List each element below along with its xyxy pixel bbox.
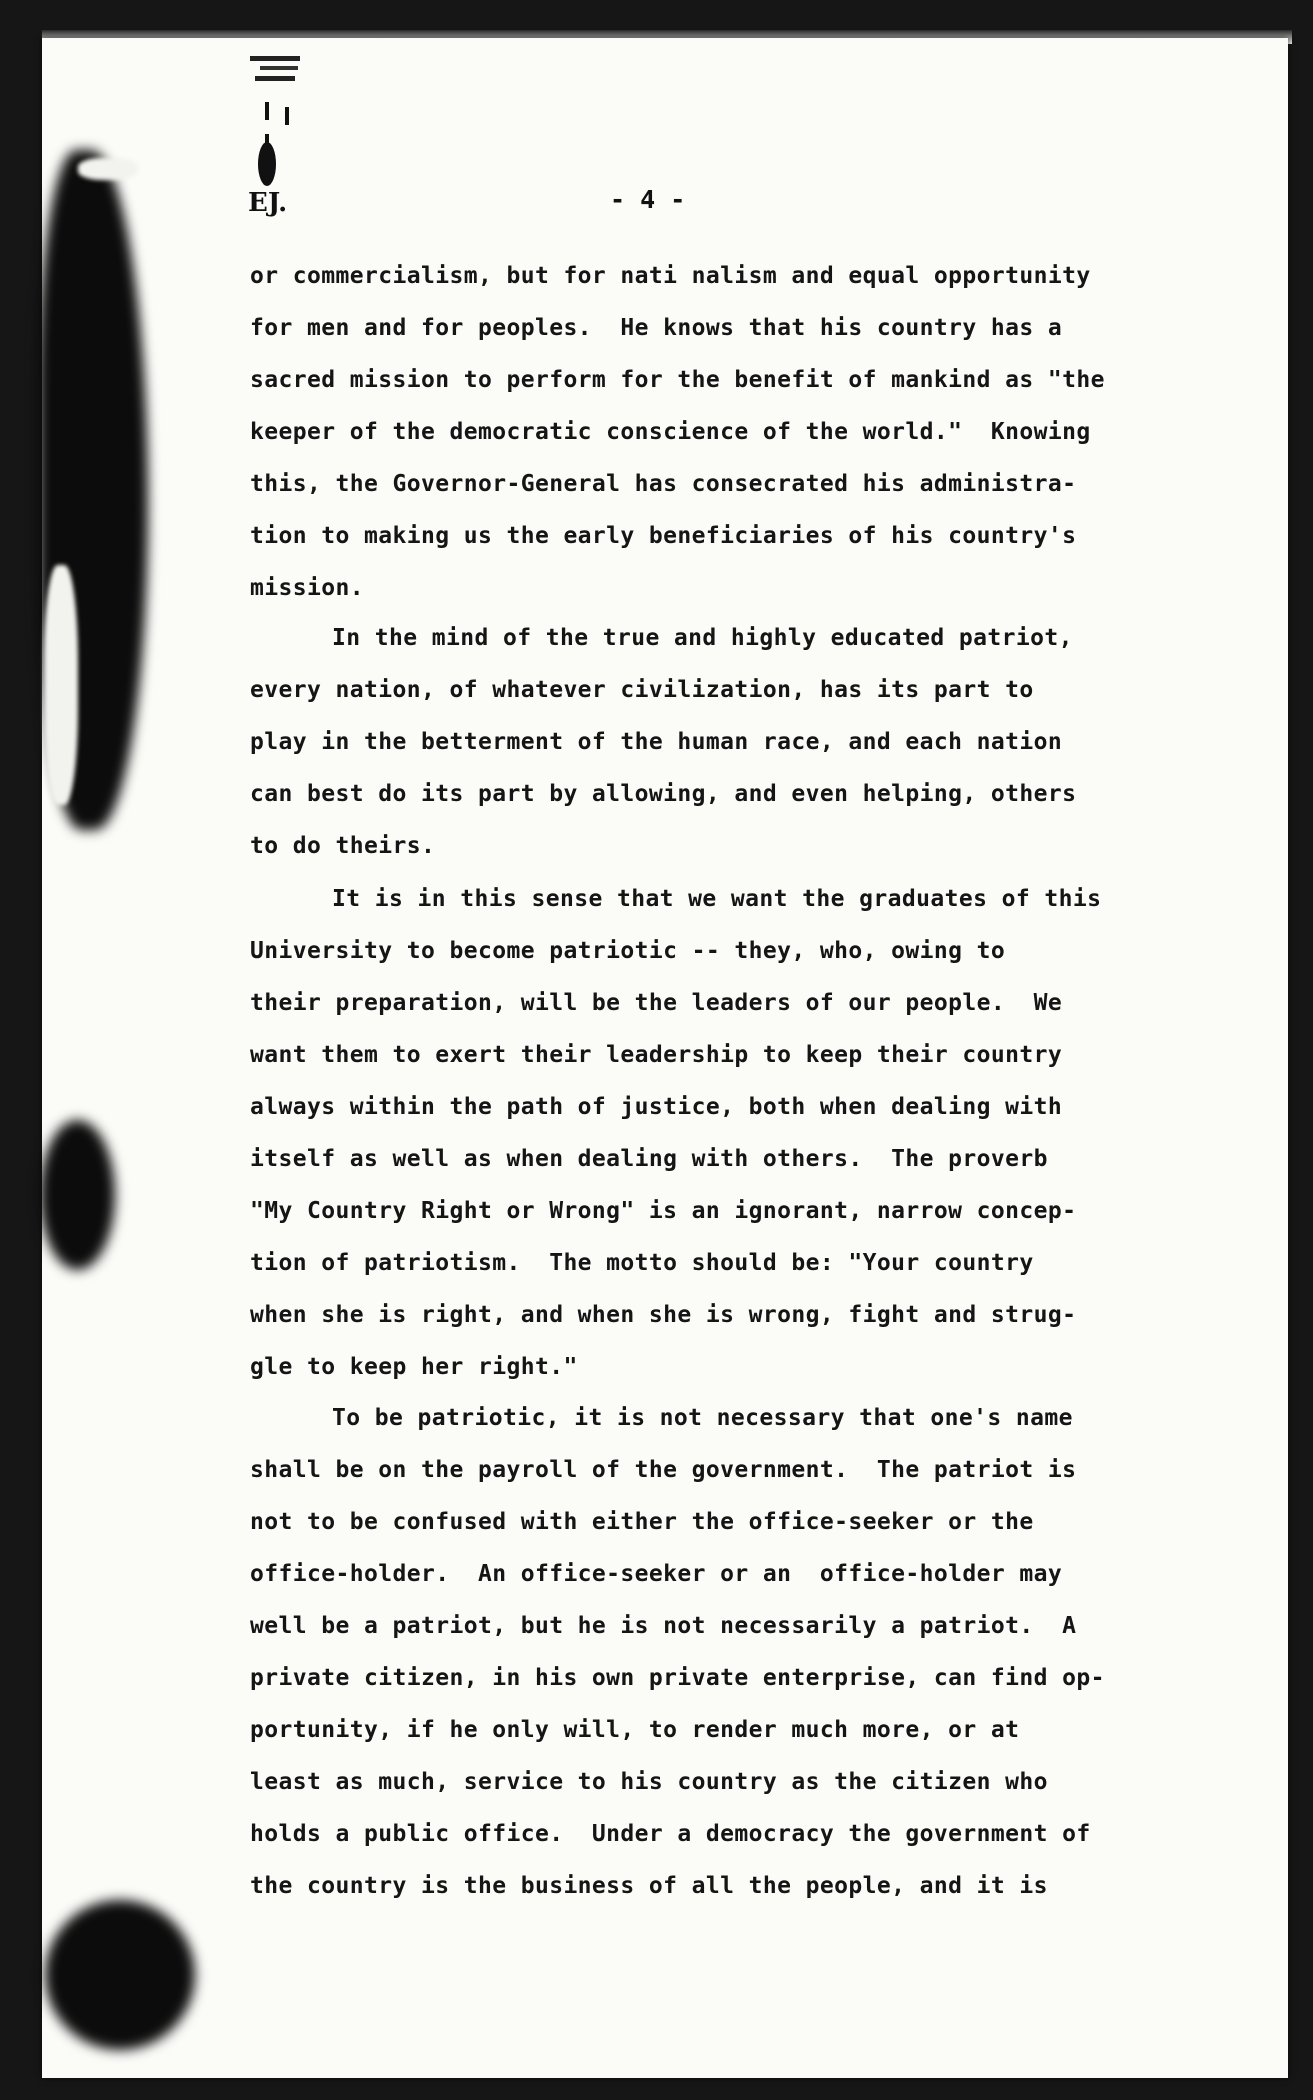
text-line: every nation, of whatever civilization, has its part to	[250, 677, 1034, 703]
text-line: itself as well as when dealing with others. The proverb	[250, 1146, 1048, 1172]
text-line: It is in this sense that we want the graduates of this	[332, 886, 1102, 912]
text-line: always within the path of justice, both when dealing with	[250, 1094, 1063, 1120]
paragraph-3	[250, 873, 1190, 1393]
margin-initials: EJ.	[248, 188, 288, 218]
text-line: want them to exert their leadership to keep their country	[250, 1042, 1063, 1068]
left-margin-hole	[44, 565, 78, 805]
text-line: play in the betterment of the human race, and each nation	[250, 729, 1063, 755]
paragraph-1	[250, 250, 1190, 614]
text-line: To be patriotic, it is not necessary that one's name	[332, 1405, 1073, 1431]
text-line: this, the Governor-General has consecrated his administra-	[250, 471, 1077, 497]
text-line: "My Country Right or Wrong" is an ignorant, narrow concep-	[250, 1198, 1077, 1224]
text-line: holds a public office. Under a democracy the government of	[250, 1821, 1091, 1847]
left-margin-blot	[40, 1120, 115, 1270]
text-line: not to be confused with either the office-seeker or the	[250, 1509, 1034, 1535]
text-line: can best do its part by allowing, and even helping, others	[250, 781, 1077, 807]
text-line: keeper of the democratic conscience of the world." Knowing	[250, 419, 1091, 445]
text-line: In the mind of the true and highly educated patriot,	[332, 625, 1073, 651]
text-line: when she is right, and when she is wrong, fight and strug-	[250, 1302, 1077, 1328]
page-number: - 4 -	[610, 185, 686, 214]
text-line: well be a patriot, but he is not necessarily a patriot. A	[250, 1613, 1077, 1639]
ink-mark-icon	[245, 52, 305, 202]
paragraph-2	[250, 612, 1190, 872]
text-line: tion to making us the early beneficiaries of his country's	[250, 523, 1077, 549]
text-line: University to become patriotic -- they, who, owing to	[250, 938, 1006, 964]
text-line: sacred mission to perform for the benefit of mankind as "the	[250, 367, 1105, 393]
text-line: private citizen, in his own private enterprise, can find op-	[250, 1665, 1105, 1691]
text-line: or commercialism, but for nati nalism and equal opportunity	[250, 263, 1091, 289]
text-line: to do theirs.	[250, 833, 436, 859]
text-line: portunity, if he only will, to render much more, or at	[250, 1717, 1020, 1743]
paragraph-4	[250, 1392, 1190, 1912]
text-line: the country is the business of all the people, and it is	[250, 1873, 1048, 1899]
left-margin-tab	[78, 158, 138, 180]
text-line: for men and for peoples. He knows that his country has a	[250, 315, 1063, 341]
text-line: shall be on the payroll of the government. The patriot is	[250, 1457, 1077, 1483]
text-line: office-holder. An office-seeker or an office-holder may	[250, 1561, 1063, 1587]
text-line: their preparation, will be the leaders of our people. We	[250, 990, 1063, 1016]
text-line: gle to keep her right."	[250, 1354, 578, 1380]
left-bottom-shadow	[45, 1900, 195, 2050]
text-line: tion of patriotism. The motto should be: "Your country	[250, 1250, 1034, 1276]
text-line: mission.	[250, 575, 364, 601]
text-line: least as much, service to his country as the citizen who	[250, 1769, 1048, 1795]
